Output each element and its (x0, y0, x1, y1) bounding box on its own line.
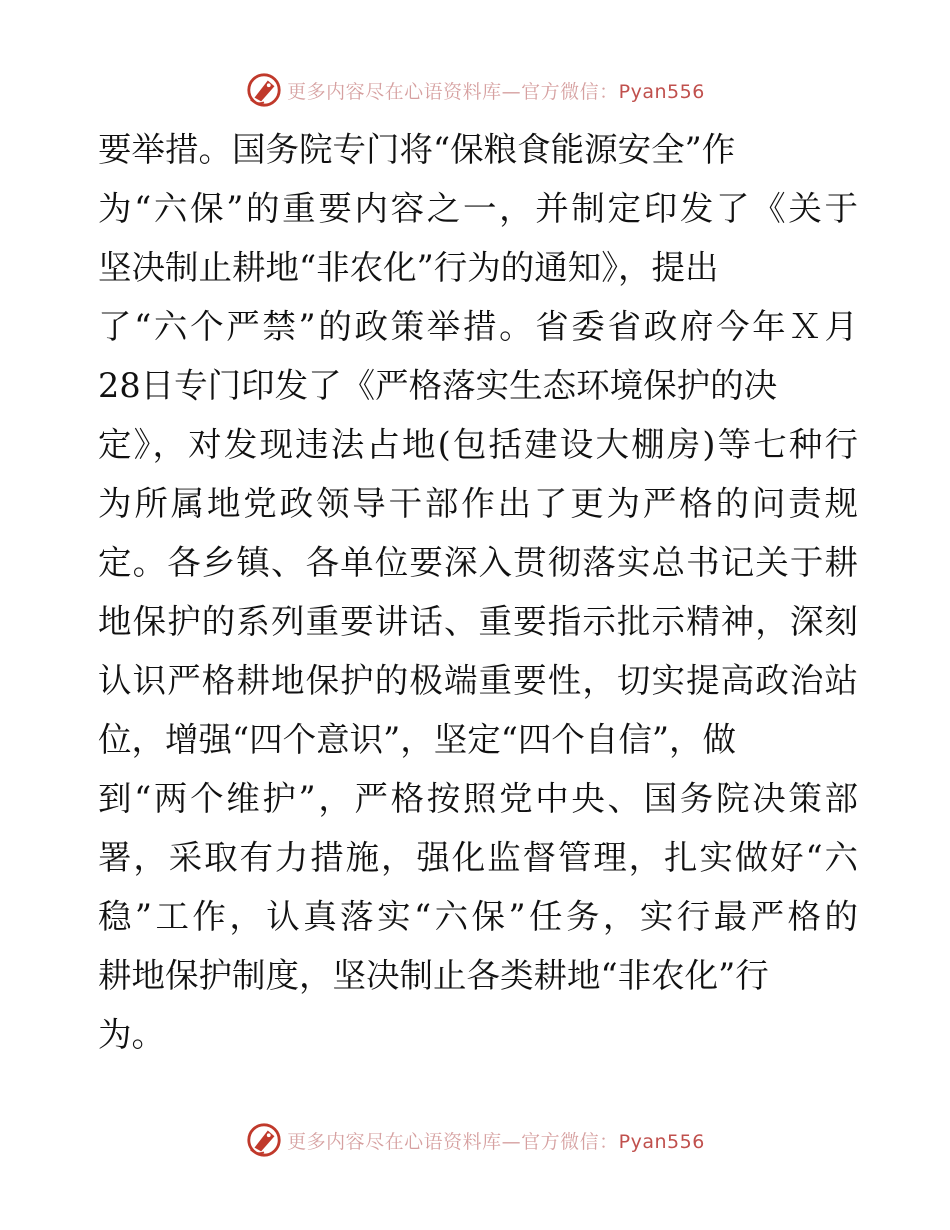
paragraph-line: 定。各乡镇、各单位要深入贯彻落实总书记关于耕 (98, 543, 858, 582)
paragraph-line: 28日专门印发了《严格落实生态环境保护的决 (98, 366, 778, 405)
banner-text (287, 1127, 705, 1154)
paragraph-line: 位，增强“四个意识”，坚定“四个自信”，做 (98, 720, 737, 759)
banner-wechat-handle: Pyan556 (618, 1130, 705, 1153)
paragraph-line: 为“六保”的重要内容之一，并制定印发了《关于 (98, 189, 858, 228)
paragraph-line: 坚决制止耕地“非农化”行为的通知》，提出 (98, 248, 719, 287)
paragraph-line: 到“两个维护”，严格按照党中央、国务院决策部 (98, 779, 858, 818)
paragraph-line: 署，采取有力措施，强化监督管理，扎实做好“六 (98, 838, 858, 877)
red-tag-logo-icon (245, 71, 283, 109)
paragraph-line: 认识严格耕地保护的极端重要性，切实提高政治站 (98, 661, 858, 700)
document-body (98, 120, 858, 1064)
paragraph-line: 地保护的系列重要讲话、重要指示批示精神，深刻 (98, 602, 858, 641)
banner-main-text: 更多内容尽在心语资料库—官方微信： (287, 1130, 619, 1153)
footer-banner (0, 1118, 950, 1162)
paragraph-line: 要举措。国务院专门将“保粮食能源安全”作 (98, 130, 736, 169)
paragraph-line: 为所属地党政领导干部作出了更为严格的问责规 (98, 484, 858, 523)
banner-main-text: 更多内容尽在心语资料库—官方微信： (287, 80, 619, 103)
red-tag-logo-icon (245, 1121, 283, 1159)
paragraph-line: 定》，对发现违法占地(包括建设大棚房)等七种行 (98, 425, 858, 464)
header-banner (0, 68, 950, 112)
banner-wechat-handle: Pyan556 (618, 80, 705, 103)
paragraph-line: 了“六个严禁”的政策举措。省委省政府今年Ｘ月 (98, 307, 858, 346)
paragraph-line: 耕地保护制度，坚决制止各类耕地“非农化”行 (98, 956, 769, 995)
paragraph-line: 为。 (98, 1015, 165, 1054)
paragraph-line: 稳”工作，认真落实“六保”任务，实行最严格的 (98, 897, 858, 936)
banner-text (287, 77, 705, 104)
